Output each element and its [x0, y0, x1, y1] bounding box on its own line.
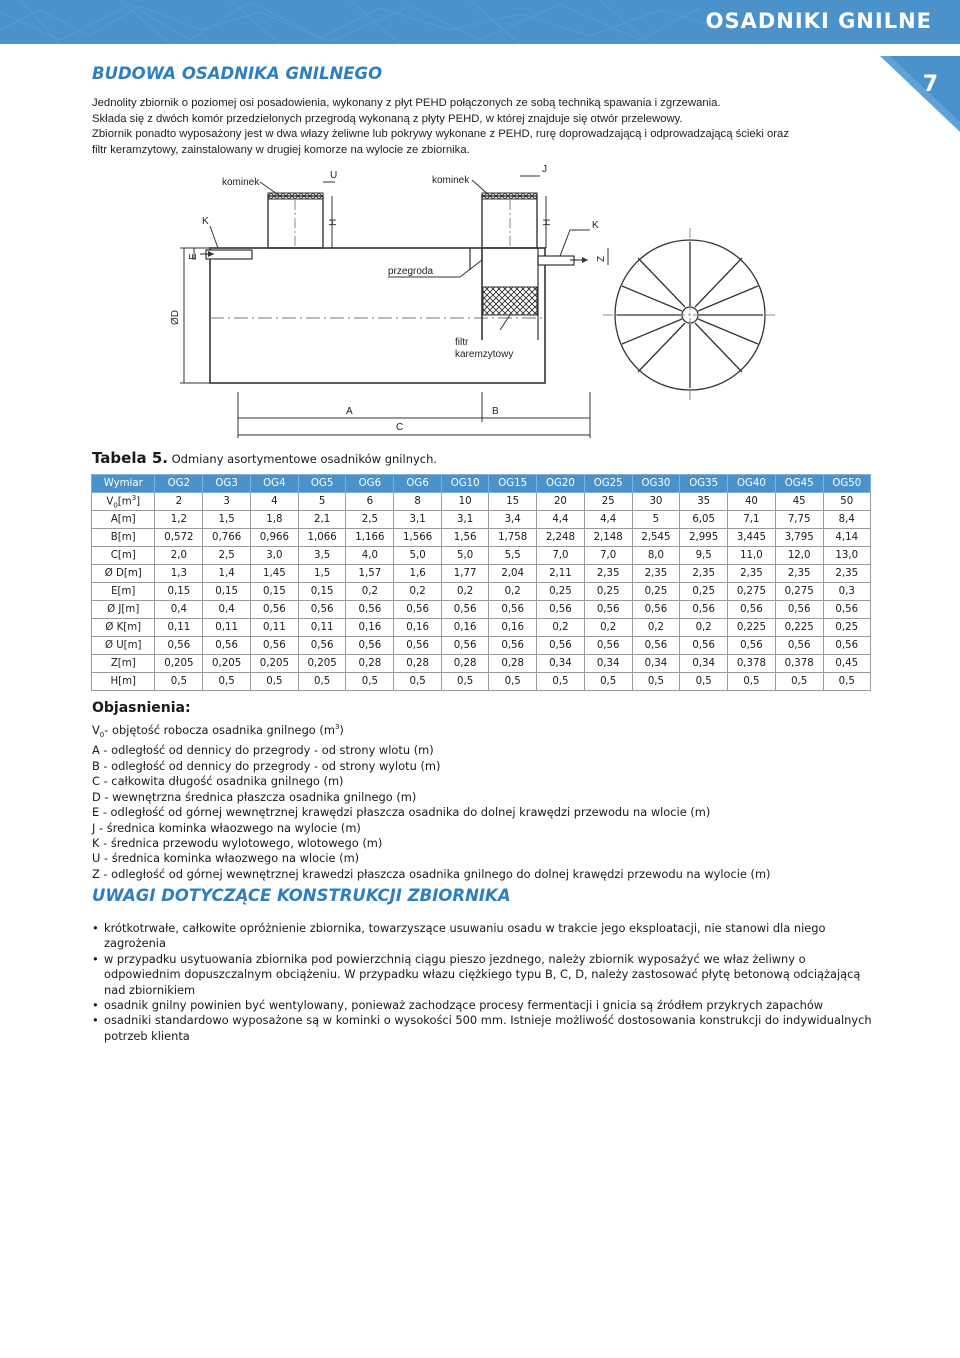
- row-header: B[m]: [92, 529, 155, 547]
- table-cell: 2,35: [584, 565, 632, 583]
- column-header: OG4: [250, 475, 298, 493]
- explanation-item: K - średnica przewodu wylotowego, wlotowego (m): [92, 835, 383, 850]
- table-title-bold: Tabela 5.: [92, 449, 168, 467]
- column-header: OG45: [775, 475, 823, 493]
- table-cell: 0,56: [584, 637, 632, 655]
- table-cell: 1,2: [155, 511, 203, 529]
- remark-item: • osadniki standardowo wyposażone są w kominki o wysokości 500 mm. Istnieje możliwość dostosowania konstrukcji do indywidualnych potrzeb klienta: [92, 1013, 882, 1044]
- label-kominek-right: kominek: [432, 175, 470, 186]
- table-cell: 0,5: [632, 673, 680, 691]
- table-cell: 1,56: [441, 529, 488, 547]
- outlet-pipe: [538, 256, 588, 265]
- table-cell: 0,275: [775, 583, 823, 601]
- explanation-item: U - średnica kominka właozwego na wlocie (m): [92, 851, 360, 866]
- table-row: [92, 493, 871, 511]
- table-cell: 2,35: [823, 565, 870, 583]
- column-header: OG5: [298, 475, 346, 493]
- table-cell: 0,275: [728, 583, 776, 601]
- table-cell: 2,995: [680, 529, 728, 547]
- table-cell: 7,0: [584, 547, 632, 565]
- table-cell: 2,545: [632, 529, 680, 547]
- table-cell: 0,34: [537, 655, 585, 673]
- explanation-item: C - całkowita długość osadnika gnilnego (m): [92, 774, 344, 789]
- row-header: E[m]: [92, 583, 155, 601]
- column-header: OG35: [680, 475, 728, 493]
- explanation-item: Z - odległość od górnej wewnętrznej krawedzi płaszcza osadnika gnilnego do dolnej krawędzi przewodu na wylocie (m): [92, 866, 771, 881]
- label-filtr-1: filtr: [455, 337, 469, 348]
- table-row: [92, 565, 871, 583]
- table-cell: 3,1: [394, 511, 442, 529]
- tank-diagram: [160, 160, 860, 445]
- table-cell: 0,56: [489, 601, 537, 619]
- table-cell: 4,4: [584, 511, 632, 529]
- table-cell: 0,5: [489, 673, 537, 691]
- row-header: Z[m]: [92, 655, 155, 673]
- table-cell: 0,2: [680, 619, 728, 637]
- row-header: Ø J[m]: [92, 601, 155, 619]
- table-cell: 1,57: [346, 565, 394, 583]
- table-cell: 0,2: [584, 619, 632, 637]
- remark-item: • osadnik gnilny powinien być wentylowany, ponieważ zachodzące procesy fermentacji i gnicia są źródłem przykrych zapachów: [92, 998, 882, 1013]
- table-cell: 6: [346, 493, 394, 511]
- table-cell: 2,148: [584, 529, 632, 547]
- table-cell: 0,16: [441, 619, 488, 637]
- table-cell: 0,378: [728, 655, 776, 673]
- table-cell: 10: [441, 493, 488, 511]
- table-cell: 1,066: [298, 529, 346, 547]
- label-k-right: K: [592, 220, 599, 231]
- table-cell: 11,0: [728, 547, 776, 565]
- table-cell: 0,16: [489, 619, 537, 637]
- intro-line-2: Składa się z dwóch komór przedzielonych przegrodą wykonaną z płyty PEHD, w której znajduje się otwór przelewowy.: [92, 112, 683, 125]
- v0-subscript: 0: [99, 731, 105, 740]
- column-header: OG25: [584, 475, 632, 493]
- table-cell: 2,35: [680, 565, 728, 583]
- row-header: C[m]: [92, 547, 155, 565]
- table-cell: 0,16: [394, 619, 442, 637]
- outlet-chimney: [482, 193, 537, 248]
- column-header: OG3: [203, 475, 251, 493]
- row-label-tail: [m: [117, 496, 132, 508]
- table-cell: 0,56: [680, 637, 728, 655]
- table-cell: 0,11: [250, 619, 298, 637]
- table-cell: 4,0: [346, 547, 394, 565]
- label-j: J: [542, 164, 547, 175]
- table-cell: 0,56: [250, 637, 298, 655]
- table-cell: 2,5: [203, 547, 251, 565]
- row-header: A[m]: [92, 511, 155, 529]
- row-label-end: ]: [136, 496, 141, 508]
- table-cell: 0,15: [298, 583, 346, 601]
- table-cell: 0,56: [537, 601, 585, 619]
- table-cell: 0,56: [203, 637, 251, 655]
- table-cell: 0,5: [298, 673, 346, 691]
- table-cell: 4,4: [537, 511, 585, 529]
- table-cell: 0,56: [298, 601, 346, 619]
- table-cell: 3,0: [250, 547, 298, 565]
- table-cell: 0,225: [775, 619, 823, 637]
- table-cell: 0,205: [155, 655, 203, 673]
- label-b: B: [492, 406, 499, 417]
- intro-paragraph: [92, 96, 882, 158]
- table-cell: 1,166: [346, 529, 394, 547]
- table-cell: 0,2: [394, 583, 442, 601]
- table-cell: 6,05: [680, 511, 728, 529]
- intro-line-4: filtr keramzytowy, zainstalowany w drugiej komorze na wylocie ze zbiornika.: [92, 143, 470, 156]
- v0-symbol: V: [92, 722, 100, 737]
- column-header: OG20: [537, 475, 585, 493]
- table-cell: 4: [250, 493, 298, 511]
- label-e: E: [188, 253, 199, 260]
- label-h-right: H: [542, 218, 553, 226]
- row-label: V: [106, 496, 114, 508]
- table-cell: 2,5: [346, 511, 394, 529]
- specs-table: [91, 474, 871, 691]
- table-cell: 50: [823, 493, 870, 511]
- table-cell: 0,56: [346, 637, 394, 655]
- section-title-budowa: BUDOWA OSADNIKA GNILNEGO: [92, 64, 383, 83]
- header-banner: [0, 0, 960, 44]
- table-cell: 0,5: [680, 673, 728, 691]
- table-row: [92, 511, 871, 529]
- table-cell: 0,2: [537, 619, 585, 637]
- table-cell: 15: [489, 493, 537, 511]
- table-cell: 0,225: [728, 619, 776, 637]
- row-label-sup: 3: [131, 493, 137, 502]
- table-cell: 30: [632, 493, 680, 511]
- table-cell: 3: [203, 493, 251, 511]
- table-cell: 0,56: [394, 637, 442, 655]
- table-cell: 0,56: [584, 601, 632, 619]
- table-title-text: Odmiany asortymentowe osadników gnilnych.: [167, 452, 438, 466]
- table-cell: 7,1: [728, 511, 776, 529]
- table-cell: 13,0: [823, 547, 870, 565]
- table-cell: 1,566: [394, 529, 442, 547]
- table-cell: 8,0: [632, 547, 680, 565]
- table-row: [92, 673, 871, 691]
- table-cell: 0,56: [823, 637, 870, 655]
- label-z: Z: [596, 255, 607, 262]
- table-cell: 5,0: [394, 547, 442, 565]
- column-header: OG30: [632, 475, 680, 493]
- table-cell: 1,8: [250, 511, 298, 529]
- table-cell: 0,56: [346, 601, 394, 619]
- table-cell: 0,15: [155, 583, 203, 601]
- table-row: [92, 583, 871, 601]
- table-cell: 0,766: [203, 529, 251, 547]
- table-cell: 5: [632, 511, 680, 529]
- label-k-left: K: [202, 216, 209, 227]
- table-row: [92, 529, 871, 547]
- table-cell: 0,5: [203, 673, 251, 691]
- remarks-list: [92, 921, 882, 1044]
- table-cell: 0,56: [728, 637, 776, 655]
- table-cell: 45: [775, 493, 823, 511]
- table-cell: 2,35: [728, 565, 776, 583]
- table-cell: 0,15: [203, 583, 251, 601]
- inlet-chimney: [268, 193, 323, 248]
- table-row: [92, 601, 871, 619]
- table-cell: 0,2: [441, 583, 488, 601]
- table-cell: 8,4: [823, 511, 870, 529]
- table-cell: 1,5: [298, 565, 346, 583]
- intro-line-1: Jednolity zbiornik o poziomej osi posadowienia, wykonany z płyt PEHD połączonych ze sobą techniką spawania i zgrzewania.: [92, 97, 721, 109]
- explanation-item: B - odległość od dennicy do przegrody - od strony wylotu (m): [92, 758, 441, 773]
- table-cell: 20: [537, 493, 585, 511]
- table-cell: 3,4: [489, 511, 537, 529]
- table-cell: 0,56: [775, 637, 823, 655]
- table-cell: 0,572: [155, 529, 203, 547]
- table-cell: 0,11: [203, 619, 251, 637]
- table-cell: 0,2: [346, 583, 394, 601]
- table-cell: 1,45: [250, 565, 298, 583]
- label-kominek-left: kominek: [222, 177, 260, 188]
- table-cell: 0,5: [537, 673, 585, 691]
- table-cell: 0,56: [394, 601, 442, 619]
- table-cell: 0,4: [155, 601, 203, 619]
- label-c: C: [396, 422, 404, 433]
- table-cell: 7,75: [775, 511, 823, 529]
- table-row: [92, 637, 871, 655]
- table-cell: 0,5: [728, 673, 776, 691]
- column-header: OG6: [394, 475, 442, 493]
- row-header: Ø D[m]: [92, 565, 155, 583]
- table-cell: 25: [584, 493, 632, 511]
- label-od: ØD: [170, 310, 181, 325]
- v0-superscript: 3: [334, 723, 340, 731]
- table-cell: 4,14: [823, 529, 870, 547]
- ceramsite-filter: [483, 287, 537, 315]
- page-number-tab: [880, 56, 960, 132]
- v0-text: - objętość robocza osadnika gnilnego (m: [104, 722, 335, 737]
- header-title: OSADNIKI GNILNE: [705, 9, 932, 33]
- table-cell: 0,5: [775, 673, 823, 691]
- table-cell: 2,35: [632, 565, 680, 583]
- table-cell: 0,25: [823, 619, 870, 637]
- table-cell: 2,1: [298, 511, 346, 529]
- v0-end: ): [339, 722, 344, 737]
- table-cell: 0,56: [489, 637, 537, 655]
- table-cell: 3,5: [298, 547, 346, 565]
- table-cell: 12,0: [775, 547, 823, 565]
- table-cell: 0,3: [823, 583, 870, 601]
- table-header-row: [92, 475, 871, 493]
- section-title-uwagi: UWAGI DOTYCZĄCE KONSTRUKCJI ZBIORNIKA: [92, 886, 511, 905]
- table-cell: 0,378: [775, 655, 823, 673]
- table-cell: 2,35: [775, 565, 823, 583]
- table-cell: 1,4: [203, 565, 251, 583]
- label-h-left: H: [328, 218, 339, 226]
- table-cell: 0,5: [394, 673, 442, 691]
- table-row: [92, 655, 871, 673]
- table-body: [92, 493, 871, 691]
- column-header: OG2: [155, 475, 203, 493]
- table-cell: 0,56: [298, 637, 346, 655]
- column-header: OG40: [728, 475, 776, 493]
- table-cell: 0,25: [632, 583, 680, 601]
- table-cell: 2: [155, 493, 203, 511]
- column-header: OG15: [489, 475, 537, 493]
- table-cell: 0,205: [298, 655, 346, 673]
- column-header: OG10: [441, 475, 488, 493]
- table-cell: 0,56: [632, 601, 680, 619]
- table-cell: 0,56: [823, 601, 870, 619]
- table-cell: 0,5: [155, 673, 203, 691]
- row-header: Ø U[m]: [92, 637, 155, 655]
- dimension-lines: [238, 392, 590, 438]
- table-cell: 0,5: [584, 673, 632, 691]
- row-header: [92, 493, 155, 511]
- table-cell: 0,5: [250, 673, 298, 691]
- column-header-wymiar: Wymiar: [92, 475, 155, 493]
- table-cell: 0,28: [394, 655, 442, 673]
- label-przegroda: przegroda: [388, 266, 434, 277]
- table-cell: 9,5: [680, 547, 728, 565]
- column-header: OG50: [823, 475, 870, 493]
- table-cell: 1,3: [155, 565, 203, 583]
- table-title: [92, 449, 437, 467]
- table-cell: 0,966: [250, 529, 298, 547]
- table-cell: 0,15: [250, 583, 298, 601]
- column-header: OG6: [346, 475, 394, 493]
- table-cell: 0,34: [632, 655, 680, 673]
- table-cell: 5: [298, 493, 346, 511]
- table-cell: 2,0: [155, 547, 203, 565]
- table-cell: 1,77: [441, 565, 488, 583]
- table-cell: 0,56: [250, 601, 298, 619]
- table-cell: 0,56: [155, 637, 203, 655]
- explanation-item: D - wewnętrzna średnica płaszcza osadnika gnilnego (m): [92, 789, 417, 804]
- table-cell: 3,1: [441, 511, 488, 529]
- explanations-title: Objasnienia:: [92, 700, 191, 716]
- explanation-item: J - średnica kominka właozwego na wylocie (m): [92, 820, 361, 835]
- tank-end-view: [603, 228, 777, 402]
- label-u: U: [330, 170, 338, 181]
- table-cell: 0,34: [680, 655, 728, 673]
- table-cell: 40: [728, 493, 776, 511]
- inlet-pipe: [200, 250, 252, 259]
- table-cell: 0,56: [728, 601, 776, 619]
- table-cell: 0,11: [298, 619, 346, 637]
- table-cell: 5,5: [489, 547, 537, 565]
- explanations-list: [92, 720, 771, 882]
- table-cell: 0,45: [823, 655, 870, 673]
- table-cell: 0,5: [346, 673, 394, 691]
- table-cell: 0,4: [203, 601, 251, 619]
- table-cell: 1,5: [203, 511, 251, 529]
- table-cell: 0,56: [441, 637, 488, 655]
- table-cell: 0,28: [346, 655, 394, 673]
- table-cell: 2,04: [489, 565, 537, 583]
- table-cell: 0,56: [680, 601, 728, 619]
- label-a: A: [346, 406, 353, 417]
- table-cell: 7,0: [537, 547, 585, 565]
- table-cell: 2,248: [537, 529, 585, 547]
- table-cell: 2,11: [537, 565, 585, 583]
- remark-item: • krótkotrwałe, całkowite opróżnienie zbiornika, towarzyszące usuwaniu osadu w trakcie jego eksploatacji, nie stanowi dla niego zagrożenia: [92, 921, 882, 952]
- explanation-v0: [92, 720, 771, 743]
- table-cell: 0,205: [250, 655, 298, 673]
- explanation-item: A - odległość od dennicy do przegrody - od strony wlotu (m): [92, 743, 434, 758]
- table-cell: 1,758: [489, 529, 537, 547]
- table-cell: 3,795: [775, 529, 823, 547]
- table-cell: 0,56: [775, 601, 823, 619]
- table-cell: 0,11: [155, 619, 203, 637]
- table-cell: 3,445: [728, 529, 776, 547]
- table-cell: 0,5: [823, 673, 870, 691]
- table-cell: 0,2: [489, 583, 537, 601]
- table-cell: 0,56: [441, 601, 488, 619]
- intro-line-3: Zbiornik ponadto wyposażony jest w dwa włazy żeliwne lub pokrywy wykonane z PEHD, rurę doprowadzającą i odprowadzającą ścieki oraz: [92, 128, 789, 140]
- page-number: 7: [922, 72, 938, 97]
- row-header: H[m]: [92, 673, 155, 691]
- table-cell: 0,28: [489, 655, 537, 673]
- table-cell: 0,25: [680, 583, 728, 601]
- table-cell: 0,16: [346, 619, 394, 637]
- table-cell: 0,34: [584, 655, 632, 673]
- remark-item: • w przypadku usytuowania zbiornika pod powierzchnią ciągu pieszo jezdnego, należy zbiornik wyposażyć we właz żeliwny o odpowiednim dopuszczalnym obciążeniu. W przypadku włazu ciężkiego typu B, C, D, należy zastosować płytę betonową odciążającą nad zbiornikiem: [92, 952, 882, 998]
- table-cell: 35: [680, 493, 728, 511]
- table-cell: 0,56: [632, 637, 680, 655]
- table-cell: 0,25: [537, 583, 585, 601]
- table-cell: 8: [394, 493, 442, 511]
- explanation-item: E - odległość od górnej wewnętrznej krawędzi płaszcza osadnika do dolnej krawędzi przewodu na wlocie (m): [92, 805, 711, 820]
- table-cell: 0,5: [441, 673, 488, 691]
- label-filtr-2: karemzytowy: [455, 349, 514, 360]
- table-cell: 0,205: [203, 655, 251, 673]
- table-row: [92, 547, 871, 565]
- table-cell: 0,56: [537, 637, 585, 655]
- table-row: [92, 619, 871, 637]
- table-cell: 5,0: [441, 547, 488, 565]
- row-header: Ø K[m]: [92, 619, 155, 637]
- table-cell: 0,2: [632, 619, 680, 637]
- row-label-sub: 0: [113, 501, 118, 510]
- table-cell: 0,28: [441, 655, 488, 673]
- table-cell: 1,6: [394, 565, 442, 583]
- table-cell: 0,25: [584, 583, 632, 601]
